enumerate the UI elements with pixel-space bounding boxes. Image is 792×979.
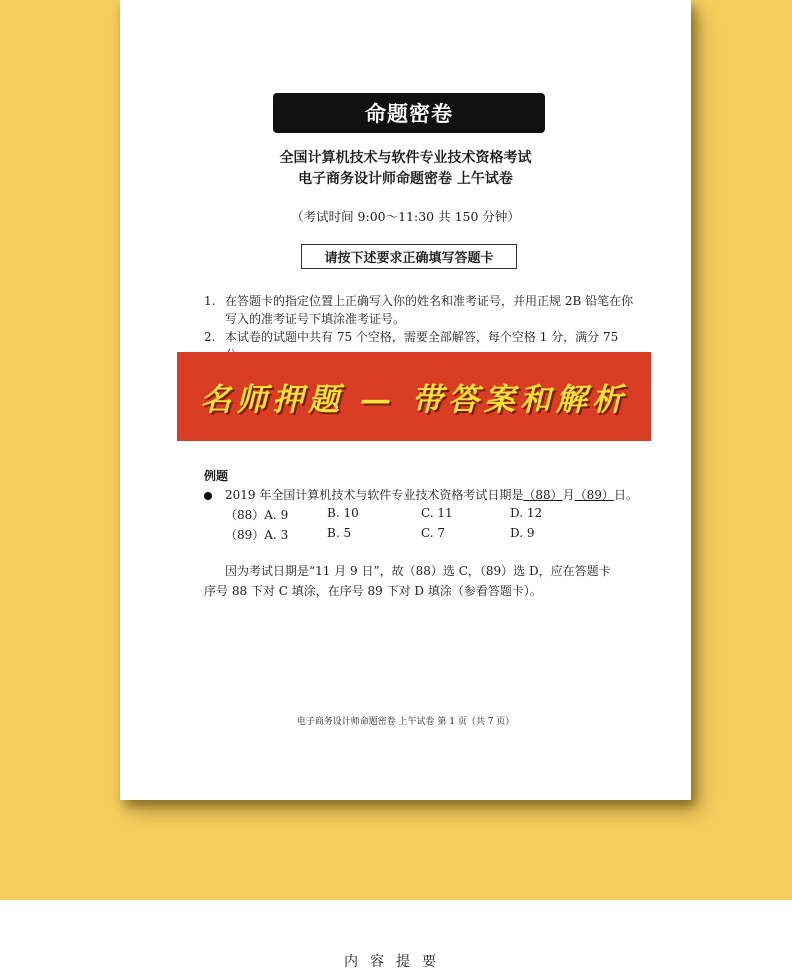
rule-text: 本试卷的试题中共有 75 个空格，需要全部解答，每个空格 1 分，满分 75 — [225, 330, 619, 344]
option: C. 7 — [421, 526, 446, 540]
section-heading: 内容提要 — [344, 954, 448, 970]
instruction-box: 请按下述要求正确填写答题卡 — [301, 244, 517, 269]
example-question — [204, 486, 684, 504]
option: （89）A. 3 — [225, 528, 289, 542]
blank-89: （89） — [574, 488, 614, 502]
option: B. 10 — [327, 506, 359, 520]
promo-banner — [177, 352, 651, 441]
page-footer: 电子商务设计师命题密卷 上午试卷 第 1 页（共 7 页） — [296, 717, 515, 727]
option: D. 12 — [510, 506, 543, 520]
bullet-icon — [204, 492, 212, 500]
rule-text: 在答题卡的指定位置上正确写入你的姓名和准考证号，并用正规 2B 铅笔在你写入的准考证号下填涂准考证号。 — [225, 294, 634, 326]
rule-item — [204, 292, 644, 328]
paper-title: 命题密卷 — [365, 101, 453, 126]
option: （88）A. 9 — [225, 508, 289, 522]
blank-88: （88） — [523, 488, 563, 502]
question-mid: 月 — [562, 488, 575, 502]
question-prefix: 2019 年全国计算机技术与软件专业技术资格考试日期是 — [225, 488, 524, 502]
option: D. 9 — [510, 526, 535, 540]
heading-line-1: 全国计算机技术与软件专业技术资格考试 — [279, 150, 532, 166]
paper-title-box — [273, 93, 545, 133]
banner-text: 名师押题 — 带答案和解析 — [200, 382, 628, 418]
option: C. 11 — [421, 506, 453, 520]
rule-number: 2. — [204, 330, 216, 344]
explanation: 因为考试日期是“11 月 9 日”，故（88）选 C，（89）选 D，应在答题卡序号 88 下对 C 填涂，在序号 89 下对 D 填涂（参看答题卡）。 — [204, 564, 611, 598]
exam-time: （考试时间 9:00～11:30 共 150 分钟） — [291, 209, 520, 224]
rule-number: 1. — [204, 294, 216, 308]
heading-line-2: 电子商务设计师命题密卷 上午试卷 — [298, 171, 513, 187]
example-title: 例题 — [204, 469, 229, 483]
question-suffix: 日。 — [613, 488, 638, 502]
option: B. 5 — [327, 526, 352, 540]
